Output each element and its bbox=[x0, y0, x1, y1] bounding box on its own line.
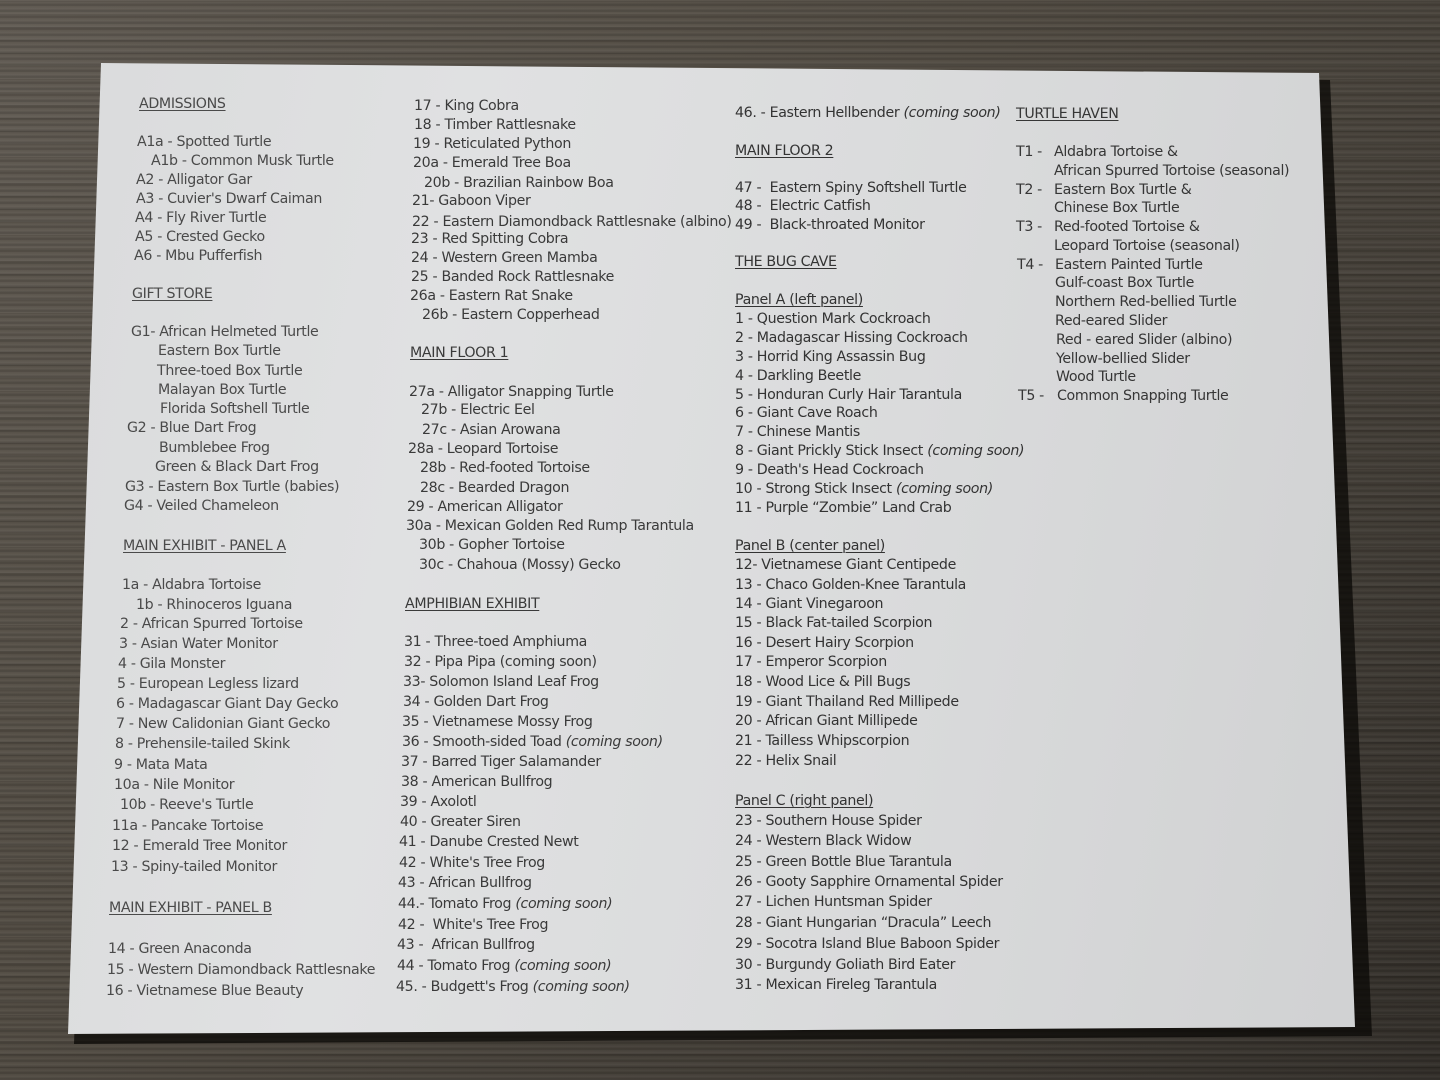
list-item bbox=[735, 104, 1001, 122]
list-item: 24 - Western Green Mamba bbox=[411, 250, 598, 266]
list-item: 28 - Giant Hungarian “Dracula” Leech bbox=[735, 915, 992, 931]
list-item: 9 - Death's Head Cockroach bbox=[735, 462, 924, 478]
list-item: 27a - Alligator Snapping Turtle bbox=[409, 384, 614, 400]
list-item: Eastern Painted Turtle bbox=[1055, 257, 1203, 273]
list-item: 26a - Eastern Rat Snake bbox=[410, 288, 573, 304]
list-item bbox=[397, 957, 611, 975]
list-item: 25 - Green Bottle Blue Tarantula bbox=[735, 854, 952, 870]
list-item: 13 - Spiny-tailed Monitor bbox=[111, 859, 277, 875]
list-item: 41 - Danube Crested Newt bbox=[399, 834, 579, 850]
list-item: 16 - Desert Hairy Scorpion bbox=[735, 635, 914, 651]
heading-amphibian-exhibit: AMPHIBIAN EXHIBIT bbox=[405, 596, 540, 612]
list-item: 17 - King Cobra bbox=[414, 98, 519, 114]
list-item: Yellow-bellied Slider bbox=[1056, 351, 1190, 367]
list-item: G1- African Helmeted Turtle bbox=[131, 324, 319, 340]
list-item: 25 - Banded Rock Rattlesnake bbox=[411, 269, 615, 285]
list-item: Chinese Box Turtle bbox=[1054, 200, 1180, 216]
list-item: 28b - Red-footed Tortoise bbox=[420, 460, 590, 476]
item-code: T5 - bbox=[1018, 388, 1044, 404]
list-item: 43 - African Bullfrog bbox=[397, 937, 535, 953]
list-item: Leopard Tortoise (seasonal) bbox=[1054, 238, 1240, 254]
list-item: Red-footed Tortoise & bbox=[1054, 219, 1200, 235]
item-text: 44.- Tomato Frog bbox=[398, 896, 512, 912]
list-item: 31 - Mexican Fireleg Tarantula bbox=[735, 977, 937, 993]
list-item: Bumblebee Frog bbox=[159, 440, 270, 456]
coming-soon-note: (coming soon) bbox=[514, 958, 612, 974]
list-item: A1b - Common Musk Turtle bbox=[151, 153, 334, 169]
list-item bbox=[735, 442, 1024, 460]
list-item bbox=[398, 895, 612, 913]
coming-soon-note: (coming soon) bbox=[903, 105, 1001, 121]
list-item: 42 - White's Tree Frog bbox=[398, 917, 549, 933]
list-item: Eastern Box Turtle bbox=[158, 343, 281, 359]
list-item: 33- Solomon Island Leaf Frog bbox=[403, 674, 599, 690]
list-item: 13 - Chaco Golden-Knee Tarantula bbox=[735, 577, 967, 593]
list-item: 26b - Eastern Copperhead bbox=[422, 307, 600, 323]
subheading-panel-a: Panel A (left panel) bbox=[735, 292, 863, 308]
list-item: 28c - Bearded Dragon bbox=[420, 480, 570, 496]
list-item: 30c - Chahoua (Mossy) Gecko bbox=[419, 557, 621, 573]
list-item: 18 - Timber Rattlesnake bbox=[414, 117, 576, 133]
list-item: 27 - Lichen Huntsman Spider bbox=[735, 894, 932, 910]
list-item: 42 - White's Tree Frog bbox=[399, 855, 545, 871]
list-item: 30 - Burgundy Goliath Bird Eater bbox=[735, 957, 956, 973]
heading-the-bug-cave: THE BUG CAVE bbox=[735, 254, 837, 270]
list-item: G3 - Eastern Box Turtle (babies) bbox=[125, 479, 340, 495]
heading-main-exhibit-panel-b: MAIN EXHIBIT - PANEL B bbox=[109, 900, 272, 916]
item-text: 46. - Eastern Hellbender bbox=[735, 105, 900, 121]
list-item: 1 - Question Mark Cockroach bbox=[735, 311, 931, 327]
list-item: 23 - Southern House Spider bbox=[735, 813, 922, 829]
list-item: Aldabra Tortoise & bbox=[1054, 144, 1178, 160]
list-item: Eastern Box Turtle & bbox=[1054, 182, 1192, 198]
list-item: A2 - Alligator Gar bbox=[136, 172, 252, 188]
coming-soon-note: (coming soon) bbox=[895, 481, 993, 497]
item-code: T1 - bbox=[1016, 144, 1042, 160]
list-item: 21- Gaboon Viper bbox=[412, 193, 531, 209]
list-item: 1a - Aldabra Tortoise bbox=[122, 577, 261, 593]
list-item bbox=[735, 480, 993, 498]
list-item: Three-toed Box Turtle bbox=[157, 363, 303, 379]
heading-turtle-haven: TURTLE HAVEN bbox=[1016, 106, 1119, 122]
list-item: 34 - Golden Dart Frog bbox=[403, 694, 549, 710]
heading-admissions: ADMISSIONS bbox=[139, 96, 226, 112]
list-item: 12 - Emerald Tree Monitor bbox=[112, 838, 287, 854]
list-item: 2 - Madagascar Hissing Cockroach bbox=[735, 330, 968, 346]
list-item: 11 - Purple “Zombie” Land Crab bbox=[735, 500, 952, 516]
list-item: A3 - Cuvier's Dwarf Caiman bbox=[136, 191, 322, 207]
list-item: 20 - African Giant Millipede bbox=[735, 713, 918, 729]
list-item: 9 - Mata Mata bbox=[114, 757, 208, 773]
list-item: A5 - Crested Gecko bbox=[135, 229, 265, 245]
list-item: 12- Vietnamese Giant Centipede bbox=[735, 557, 956, 573]
list-item: 48 - Electric Catfish bbox=[735, 198, 871, 214]
list-item: Northern Red-bellied Turtle bbox=[1055, 294, 1237, 310]
list-item: 6 - Madagascar Giant Day Gecko bbox=[116, 696, 339, 712]
list-item: 39 - Axolotl bbox=[400, 794, 477, 810]
list-item: 10a - Nile Monitor bbox=[114, 777, 235, 793]
list-item: A1a - Spotted Turtle bbox=[137, 134, 272, 150]
list-item: 4 - Gila Monster bbox=[118, 656, 226, 672]
list-item: 1b - Rhinoceros Iguana bbox=[136, 597, 293, 613]
coming-soon-note: (coming soon) bbox=[565, 734, 663, 750]
item-code: T2 - bbox=[1016, 182, 1042, 198]
list-item: 30a - Mexican Golden Red Rump Tarantula bbox=[406, 518, 694, 534]
list-item bbox=[396, 978, 630, 996]
list-item: 7 - Chinese Mantis bbox=[735, 424, 860, 440]
list-item: 20b - Brazilian Rainbow Boa bbox=[424, 175, 614, 191]
subheading-panel-b: Panel B (center panel) bbox=[735, 538, 885, 554]
list-item: 3 - Horrid King Assassin Bug bbox=[735, 349, 926, 365]
coming-soon-note: (coming soon) bbox=[927, 443, 1025, 459]
list-item: 4 - Darkling Beetle bbox=[735, 368, 861, 384]
list-item: 7 - New Calidonian Giant Gecko bbox=[116, 716, 331, 732]
list-item: 6 - Giant Cave Roach bbox=[735, 405, 878, 421]
list-item: Green & Black Dart Frog bbox=[155, 459, 319, 475]
list-item: 19 - Reticulated Python bbox=[413, 136, 572, 152]
list-item: 17 - Emperor Scorpion bbox=[735, 654, 887, 670]
list-item: 18 - Wood Lice & Pill Bugs bbox=[735, 674, 911, 690]
list-item: 22 - Helix Snail bbox=[735, 753, 837, 769]
list-item: G4 - Veiled Chameleon bbox=[124, 498, 279, 514]
list-item: 14 - Green Anaconda bbox=[108, 941, 252, 957]
list-item: 47 - Eastern Spiny Softshell Turtle bbox=[735, 180, 967, 196]
heading-main-exhibit-panel-a: MAIN EXHIBIT - PANEL A bbox=[123, 538, 286, 554]
heading-gift-store: GIFT STORE bbox=[132, 286, 213, 302]
heading-main-floor-1: MAIN FLOOR 1 bbox=[410, 345, 509, 361]
list-item: Florida Softshell Turtle bbox=[160, 401, 310, 417]
item-text: 45. - Budgett's Frog bbox=[396, 979, 529, 995]
subheading-panel-c: Panel C (right panel) bbox=[735, 793, 874, 809]
list-item: A4 - Fly River Turtle bbox=[135, 210, 267, 226]
list-item: 35 - Vietnamese Mossy Frog bbox=[402, 714, 593, 730]
list-item: 28a - Leopard Tortoise bbox=[408, 441, 559, 457]
list-item: 40 - Greater Siren bbox=[400, 814, 521, 830]
item-text: 44 - Tomato Frog bbox=[397, 958, 511, 974]
list-item bbox=[402, 733, 663, 751]
list-item: 20a - Emerald Tree Boa bbox=[413, 155, 571, 171]
list-item: 24 - Western Black Widow bbox=[735, 833, 912, 849]
coming-soon-note: (coming soon) bbox=[532, 979, 630, 995]
list-item: Gulf-coast Box Turtle bbox=[1055, 275, 1195, 291]
list-item: 5 - Honduran Curly Hair Tarantula bbox=[735, 387, 962, 403]
list-item: 11a - Pancake Tortoise bbox=[112, 818, 264, 834]
list-item: Wood Turtle bbox=[1056, 369, 1136, 385]
list-item: 23 - Red Spitting Cobra bbox=[411, 231, 569, 247]
list-item: Red - eared Slider (albino) bbox=[1056, 332, 1233, 348]
list-item: 14 - Giant Vinegaroon bbox=[735, 596, 884, 612]
heading-main-floor-2: MAIN FLOOR 2 bbox=[735, 143, 834, 159]
list-item: 43 - African Bullfrog bbox=[398, 875, 532, 891]
list-item: 5 - European Legless lizard bbox=[117, 676, 299, 692]
list-item: 15 - Western Diamondback Rattlesnake bbox=[107, 962, 376, 978]
list-item: 21 - Tailless Whipscorpion bbox=[735, 733, 910, 749]
list-item: 27b - Electric Eel bbox=[421, 402, 535, 418]
item-text: 10 - Strong Stick Insect bbox=[735, 481, 892, 497]
list-item: A6 - Mbu Pufferfish bbox=[134, 248, 263, 264]
list-item: 22 - Eastern Diamondback Rattlesnake (albino) bbox=[412, 214, 732, 230]
list-item: Red-eared Slider bbox=[1055, 313, 1168, 329]
item-text: 36 - Smooth-sided Toad bbox=[402, 734, 562, 750]
list-item: 16 - Vietnamese Blue Beauty bbox=[106, 983, 304, 999]
list-item: 19 - Giant Thailand Red Millipede bbox=[735, 694, 959, 710]
item-text: 8 - Giant Prickly Stick Insect bbox=[735, 443, 924, 459]
list-item: 38 - American Bullfrog bbox=[401, 774, 553, 790]
list-item: 37 - Barred Tiger Salamander bbox=[401, 754, 601, 770]
list-item: Common Snapping Turtle bbox=[1057, 388, 1229, 404]
coming-soon-note: (coming soon) bbox=[515, 896, 613, 912]
list-item: 29 - Socotra Island Blue Baboon Spider bbox=[735, 936, 1000, 952]
list-item: 2 - African Spurred Tortoise bbox=[120, 616, 303, 632]
list-item: 15 - Black Fat-tailed Scorpion bbox=[735, 615, 933, 631]
item-code: T3 - bbox=[1016, 219, 1042, 235]
item-code: T4 - bbox=[1017, 257, 1043, 273]
list-item: 30b - Gopher Tortoise bbox=[419, 537, 565, 553]
list-item: 26 - Gooty Sapphire Ornamental Spider bbox=[735, 874, 1003, 890]
list-item: 29 - American Alligator bbox=[407, 499, 563, 515]
list-item: G2 - Blue Dart Frog bbox=[127, 420, 257, 436]
list-item: African Spurred Tortoise (seasonal) bbox=[1054, 163, 1290, 179]
list-item: 3 - Asian Water Monitor bbox=[119, 636, 278, 652]
list-item: 32 - Pipa Pipa (coming soon) bbox=[404, 654, 597, 670]
list-item: Malayan Box Turtle bbox=[158, 382, 287, 398]
list-item: 27c - Asian Arowana bbox=[422, 422, 561, 438]
list-item: 49 - Black-throated Monitor bbox=[735, 217, 925, 233]
list-item: 10b - Reeve's Turtle bbox=[120, 797, 254, 813]
list-item: 8 - Prehensile-tailed Skink bbox=[115, 736, 290, 752]
list-item: 31 - Three-toed Amphiuma bbox=[404, 634, 588, 650]
